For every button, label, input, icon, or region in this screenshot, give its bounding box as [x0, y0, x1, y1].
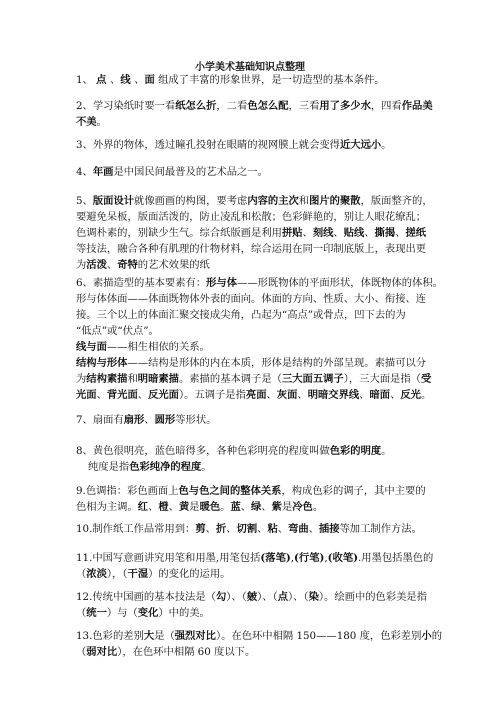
- text-run: 、: [266, 389, 277, 401]
- bold-term: 弯曲: [288, 523, 309, 535]
- text-run: 为: [76, 373, 87, 385]
- bold-term: 光面: [76, 389, 97, 401]
- text-run: ,: [290, 552, 295, 564]
- text-run: ，版面整齐的，: [360, 195, 433, 207]
- paragraph-13: [76, 628, 442, 660]
- paragraph-5: [76, 193, 436, 273]
- bold-term: 亮面: [245, 389, 267, 401]
- bold-term: 暖色: [199, 501, 221, 513]
- bold-term: 弱对比: [86, 646, 118, 658]
- bold-term: 受: [420, 373, 432, 385]
- text-run: 是: [281, 501, 293, 513]
- text-run: ，四看: [370, 100, 402, 112]
- text-run: 、: [148, 501, 159, 513]
- bold-term: 点: [96, 74, 111, 86]
- bold-term: 结构素描: [86, 373, 128, 385]
- text-run: 是中国民间最普及的艺术品之一。: [113, 166, 268, 178]
- text-line: [76, 412, 436, 428]
- text-run: 、: [261, 501, 272, 513]
- bold-term: 变化: [137, 607, 159, 619]
- text-run: 。素描的基本调子是（: [178, 373, 282, 385]
- bold-term: 搓纸: [405, 227, 427, 239]
- bold-term: 点: [277, 591, 289, 603]
- text-run: ，二看: [216, 100, 248, 112]
- text-run: （: [76, 607, 87, 619]
- bold-term: 线与面: [76, 341, 107, 353]
- text-run: 。: [96, 116, 107, 128]
- bold-term: 大: [143, 630, 155, 642]
- text-run: 、: [168, 501, 179, 513]
- document-title: 小学美术基础知识点整理: [195, 62, 305, 73]
- bold-term: 色与色之间的整体关系: [178, 485, 282, 497]
- text-run: 6、素描造型的基本要素有：: [76, 277, 207, 289]
- bold-term: 圆形: [154, 414, 176, 426]
- text-run: “低点”或“伏点”。: [76, 325, 159, 337]
- text-line: [76, 307, 436, 323]
- text-line: [76, 459, 436, 475]
- bold-term: 形与体: [206, 277, 238, 289]
- bold-term: 刻线: [312, 227, 334, 239]
- text-line: [76, 225, 436, 241]
- text-run: 形与体体面——体面既物体外表的面向。体面的方向、性质、大小、衔接、连: [76, 293, 427, 305]
- text-run: 1、: [76, 74, 97, 86]
- text-run: 等加工制作方法。: [339, 523, 422, 535]
- text-run: ）与（: [106, 607, 138, 619]
- paragraph-3: [76, 137, 436, 153]
- text-line: [76, 114, 436, 130]
- text-run: ）、（: [226, 591, 247, 603]
- text-run: ）。五调子是指: [178, 389, 246, 401]
- text-run: 、: [359, 389, 370, 401]
- bold-term: 红: [137, 501, 149, 513]
- text-line: [76, 323, 436, 339]
- paragraph-6: [76, 275, 443, 403]
- text-run: 、: [205, 523, 216, 535]
- paragraph-2: [76, 98, 436, 130]
- paragraph-8: [76, 443, 436, 475]
- text-run: ）。在色环中相隔 150——180 度，色彩差别: [215, 630, 422, 642]
- bold-term: 明暗交界线: [307, 389, 360, 401]
- bold-term: 小: [421, 630, 432, 642]
- text-line: [76, 164, 436, 180]
- bold-term: 版面设计: [92, 195, 135, 207]
- paragraph-10: [76, 521, 436, 537]
- text-run: 。: [420, 389, 432, 401]
- text-run: 、: [144, 414, 155, 426]
- text-run: ），在色环中相隔 60 度以下。: [117, 646, 256, 658]
- text-run: 13.色彩的差别: [76, 630, 144, 642]
- bold-term: 黄: [178, 501, 190, 513]
- bold-term: 撕揭: [374, 227, 396, 239]
- text-line: [76, 72, 436, 88]
- bold-term: 浓淡: [86, 568, 107, 580]
- text-run: 、: [257, 523, 268, 535]
- text-line: [76, 371, 436, 387]
- text-run: 就像画画的构图，要考虑: [134, 195, 248, 207]
- text-run: ）、（: [288, 591, 309, 603]
- text-run: 和: [298, 195, 310, 207]
- text-line: [76, 589, 436, 605]
- bold-term: 色彩的明度: [329, 445, 382, 457]
- bold-term: 统一: [86, 607, 107, 619]
- paragraph-12: [76, 589, 436, 621]
- bold-term: 三大面五调子: [281, 373, 344, 385]
- text-run: ——结构是形体的内在本质，形体是结构的外部呈现。素描可以分: [127, 357, 427, 369]
- text-line: [76, 499, 436, 515]
- bold-term: (落笔): [260, 552, 291, 564]
- bold-term: 年画: [92, 166, 114, 178]
- text-run: （: [76, 568, 87, 580]
- bold-term: 拼贴: [281, 227, 303, 239]
- bold-term: 用了多少水: [319, 100, 371, 112]
- text-run: 。: [381, 445, 392, 457]
- bold-term: 贴线: [343, 227, 365, 239]
- text-run: 11.中国写意画讲究用笔和用墨,用笔包括: [76, 552, 261, 564]
- text-line: [76, 443, 436, 459]
- text-run: ，三看: [288, 100, 320, 112]
- text-run: 。: [220, 501, 231, 513]
- text-run: 组成了丰富的形象世界，是一切造型的基本条件。: [154, 74, 385, 86]
- text-line: [76, 291, 436, 307]
- text-run: 接。三个以上的体面汇聚交接成尖角，凸起为“高点”或骨点，凹下去的为: [76, 309, 406, 321]
- text-run: 、: [240, 501, 252, 513]
- text-run: 色相为主调。: [76, 501, 138, 513]
- text-run: 12.传统中国画的基本技法是（: [76, 591, 216, 603]
- paragraph-9: [76, 483, 436, 515]
- text-run: 、: [110, 74, 121, 86]
- text-run: 9.色调指：彩色画面上: [76, 485, 179, 497]
- text-line: [76, 209, 436, 225]
- bold-term: 图片的聚散: [309, 195, 361, 207]
- text-run: ——相生相依的关系。: [106, 341, 210, 353]
- text-run: 、: [297, 389, 308, 401]
- bold-term: 切割: [236, 523, 258, 535]
- text-line: [76, 387, 436, 403]
- text-run: ），（: [106, 568, 128, 580]
- text-run: 的: [431, 630, 442, 642]
- bold-term: 面: [144, 74, 155, 86]
- bold-term: 暗面: [369, 389, 391, 401]
- text-run: 、: [333, 227, 344, 239]
- bold-term: 蓝: [230, 501, 241, 513]
- text-line: [76, 257, 436, 273]
- text-line: [76, 605, 436, 621]
- paragraph-11: [76, 550, 436, 582]
- bold-term: 皴: [246, 591, 258, 603]
- text-line: [76, 550, 436, 566]
- text-run: 等技法，融合各种有肌理的什物材料，综合运用在同一印制底版上，表现出更: [76, 243, 427, 255]
- paragraph-4: [76, 164, 436, 180]
- bold-term: 反光面: [148, 389, 179, 401]
- bold-term: 活泼: [86, 259, 107, 271]
- bold-term: 强烈对比: [174, 630, 216, 642]
- text-line: [76, 193, 436, 209]
- text-run: ）的变化的运用。: [148, 568, 231, 580]
- text-run: ,: [324, 552, 328, 564]
- bold-term: 色怎么配: [247, 100, 289, 112]
- text-run: 是（: [154, 630, 175, 642]
- bold-term: 奇特: [117, 259, 138, 271]
- text-run: 、: [96, 389, 107, 401]
- text-line: [76, 355, 436, 371]
- text-run: 纯度是指: [88, 461, 130, 473]
- text-run: ）、（: [257, 591, 278, 603]
- text-run: 、: [302, 227, 313, 239]
- text-line: [76, 483, 436, 499]
- text-run: 、: [308, 523, 319, 535]
- text-run: 、: [226, 523, 237, 535]
- text-run: 色调朴素的，别缺少生气。综合纸版画是利用: [76, 227, 282, 239]
- text-run: 10.制作纸工作品常用到：: [76, 523, 196, 535]
- bold-term: 色彩纯净的程度: [129, 461, 202, 473]
- bold-term: 纸怎么折: [175, 100, 217, 112]
- text-run: 和: [127, 373, 138, 385]
- text-run: 的艺术效果的纸: [137, 259, 210, 271]
- bold-term: 勾: [215, 591, 227, 603]
- bold-term: (收笔): [327, 552, 358, 564]
- text-line: [76, 98, 436, 114]
- bold-term: (行笔): [294, 552, 325, 564]
- text-run: 3、外界的物体，透过瞳孔投射在眼睛的视网膜上就会变得: [76, 139, 340, 151]
- text-line: [76, 275, 443, 291]
- bold-term: 反光: [400, 389, 421, 401]
- bold-term: 灰面: [276, 389, 298, 401]
- text-run: 、: [137, 389, 149, 401]
- text-run: 、: [364, 227, 375, 239]
- text-run: 2、学习染纸时要一看: [76, 100, 176, 112]
- text-line: [76, 339, 436, 355]
- text-run: .用墨包括墨色的: [358, 552, 434, 564]
- bold-term: 内容的主次: [247, 195, 299, 207]
- text-run: 为: [76, 259, 87, 271]
- text-run: 。: [201, 461, 212, 473]
- text-line: [76, 566, 436, 582]
- text-run: ，构成色彩的调子，其中主要的: [281, 485, 426, 497]
- text-run: 4、: [76, 166, 93, 178]
- text-line: [76, 521, 436, 537]
- bold-term: 紫: [271, 501, 282, 513]
- text-run: 是: [189, 501, 200, 513]
- paragraph-1: [76, 72, 436, 88]
- bold-term: 冷色: [292, 501, 313, 513]
- text-run: ——形既物体的平面形状，体既物体的体积。: [237, 277, 443, 289]
- bold-term: 背光面: [106, 389, 138, 401]
- text-run: 7、扇面有: [76, 414, 124, 426]
- text-run: 。: [381, 139, 392, 151]
- bold-term: 作品美: [401, 100, 433, 112]
- text-run: 要避免呆板，版面活泼的，防止凌乱和松散；色彩鲜艳的，别让人眼花缭乱；: [76, 211, 427, 223]
- text-run: 5、: [76, 195, 93, 207]
- bold-term: 线: [120, 74, 135, 86]
- bold-term: 扇形: [123, 414, 145, 426]
- text-run: 、: [395, 227, 406, 239]
- text-run: 等形状。: [175, 414, 217, 426]
- text-run: 。: [312, 501, 324, 513]
- text-run: 、: [134, 74, 145, 86]
- paragraph-7: [76, 412, 436, 428]
- bold-term: 插接: [318, 523, 340, 535]
- bold-term: 干湿: [127, 568, 149, 580]
- bold-term: 不美: [76, 116, 97, 128]
- bold-term: 染: [308, 591, 319, 603]
- text-run: 、: [277, 523, 289, 535]
- text-run: 、: [390, 389, 401, 401]
- bold-term: 近大远小: [339, 139, 382, 151]
- bold-term: 折: [215, 523, 227, 535]
- bold-term: 绿: [251, 501, 262, 513]
- text-run: 、: [106, 259, 118, 271]
- bold-term: 结构与形体: [76, 357, 128, 369]
- text-line: [76, 628, 442, 644]
- bold-term: 橙: [158, 501, 169, 513]
- text-run: ）。绘画中的色彩美是指: [318, 591, 428, 603]
- text-line: [76, 644, 436, 660]
- text-run: （: [76, 646, 87, 658]
- text-run: 8、黄色很明亮，蓝色暗得多，各种色彩明亮的程度叫做: [76, 445, 330, 457]
- text-run: ），三大面是指（: [343, 373, 421, 385]
- bold-term: 粘: [267, 523, 278, 535]
- text-line: [76, 137, 436, 153]
- bold-term: 剪: [195, 523, 206, 535]
- text-run: ）中的美。: [158, 607, 210, 619]
- text-line: [76, 241, 436, 257]
- bold-term: 明暗素描: [137, 373, 179, 385]
